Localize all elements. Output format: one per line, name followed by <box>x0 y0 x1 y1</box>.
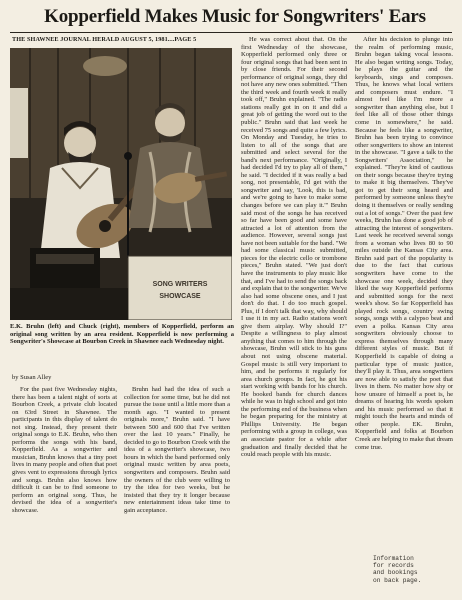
band-photo-illustration <box>10 48 232 320</box>
note-line-3: and bookings <box>373 569 418 577</box>
column-3-text: He was correct about that. On the first Wednesday of the showcase, Kopperfield performed only three or four original songs that had been sent in by close friends. For their second performance of original songs, they did not have any new ones submitted. "Then the third week and fourth week it really took off," Bruhn explained. "The radio stations really got in on it and did a great job of getting the word out to the public." Bruhn said that last week he received 75 songs and quite a few lyrics. On Monday and Tuesday, he tries to listen to all of the songs that are submitted and select several for the band's next performance. "Originally, I had decided I'd try to play all of them," he said. "I decided if it was really a bad song, not presentable, I'd get with the songwriter and say, 'Look, this is bad, and we're going to have to make some changes before we can play it.'" Bruhn said most of the songs he has received so far have been good and some have attracted a lot of attention from the audience. However, several songs just have not been suitable for the band. "We had some classical music submitted, pieces for the electric cello or trombone pieces," Bruhn stated. "We just don't have the instruments to play music like that, and I've had to send the songs back and explain that to the songwriter. We've also had some obscene ones, and I just don't do that. I do too much gospel. Plus, if I don't talk that way, why should I use it in my act. Radio stations won't give them airplay. Why should I?" Despite a willingness to play almost anything that comes to him through the showcase, Bruhn will stick to his guns about not using obscene material. Gospel music is still very important to him, and he performs it regularly for area church groups. In fact, he got his start working with bands for his church. He booked bands for church dances while he was in high school and got into the performing end of the business when he began preparing for the ministry at Phillips University. He began performing with a group in college, was an associate pastor for a while after graduation and finally decided that he could reach people with his music. <box>241 36 347 459</box>
note-line-2: for records <box>373 562 414 570</box>
article-column-1 <box>12 386 117 594</box>
sign-text-2: SHOWCASE <box>159 293 201 300</box>
note-line-4: on back page. <box>373 576 422 584</box>
column-4-text: After his decision to plunge into the realm of performing music, Bruhn began taking vocal lessons. He also began writing songs. Today, he plays the guitar and the keyboards, sings and composes. Thus, he knows what local writers and composers must endure. "I almost feel like I'm more a songwriter than anything else, but I feel like all of those other things come in somewhere," he said. Because he feels like a songwriter, Bruhn has been trying to convince other songwriters to show an interest in the showcase. "I gave a talk to the Songwriters' Association," he explained. "They're kind of cautious on their songs because they're trying to make it big themselves. They've got to get their song heard and performed by someone unless they're doing it themselves or really sending out a lot of songs." Over the past few weeks, Bruhn has done a good job of attracting the interest of songwriters. Last week he received several songs from a woman who lives 80 to 90 miles outside the Kansas City area. Bruhn said part of the popularity is due to the fact that curious songwriters have come to the showcase one week, decided they liked the way Kopperfield performs and submitted songs for the next week's show. So far Kopperfield has played rock songs, country swing songs, songs with a calypso beat and even a polka. Kansas City area songwriters obviously choose to express themselves through many different styles of music. But if Kopperfield is capable of doing a particular type of music justice, they'll play it. Thus, area songwriters are now able to satisfy the poet that lives in them. No matter how shy or how unsure of himself a poet is, he dreams of hearing his words spoken and his music performed so that it might touch the hearts and minds of other people. EK. Bruhn, Kopperfield and folks at Bourbon Creek are helping to make that dream come true. <box>355 36 453 451</box>
photo-caption: E.K. Bruhn (left) and Chuck (right), members of Kopperfield, perform an original song written by an area resident. Kopperfield is now performing a Songwriter's Showcase at Bourbon Creek in Shawnee each Wednesday night. <box>10 323 234 346</box>
article-column-4 <box>355 36 453 548</box>
handwritten-note <box>373 555 453 584</box>
band-photo <box>10 48 232 320</box>
byline: by Susan Alley <box>12 374 52 381</box>
dateline: THE SHAWNEE JOURNAL HERALD AUGUST 5, 1981....PAGE 5 <box>12 36 197 43</box>
sign-text-1: SONG WRITERS <box>152 281 208 288</box>
article-column-2 <box>124 386 230 594</box>
divider <box>10 32 452 33</box>
article-column-3 <box>241 36 347 594</box>
note-line-1: Information <box>373 555 414 562</box>
column-2-text: Bruhn had had the idea of such a collection for some time, but he did not pursue the issue until a little more than a month ago. "I wanted to present originals more," Bruhn said. "I have between 500 and 600 that I've written over the last 10 years." Finally, he decided to go to Bourbon Creek with the idea of a songwriter's showcase, two hours in which the band performed only original music written by area poets, songwriters and composers. Bruhn said the owners of the club were willing to try the idea for two weeks, but he insisted that they try it longer because new entertainment ideas take time to gain acceptance. <box>124 386 230 514</box>
column-1-text: For the past five Wednesday nights, there has been a talent night of sorts at Bourbon Creek, a private club located on 63rd Street in Shawnee. The participants in this display of talent do not sing. Instead, they present their original songs to E.K. Bruhn, who then performs the songs with his band, Kopperfield. As a songwriter and musician, Bruhn knows that a tiny poet lives in many people and often that poet gives vent to expressions through lyrics and songs. Bruhn also knows how difficult it can be to find someone to perform an original song. Thus, he devised the idea of a songwriter's showcase. <box>12 386 117 514</box>
headline: Kopperfield Makes Music for Songwriters' Ears <box>44 6 426 27</box>
